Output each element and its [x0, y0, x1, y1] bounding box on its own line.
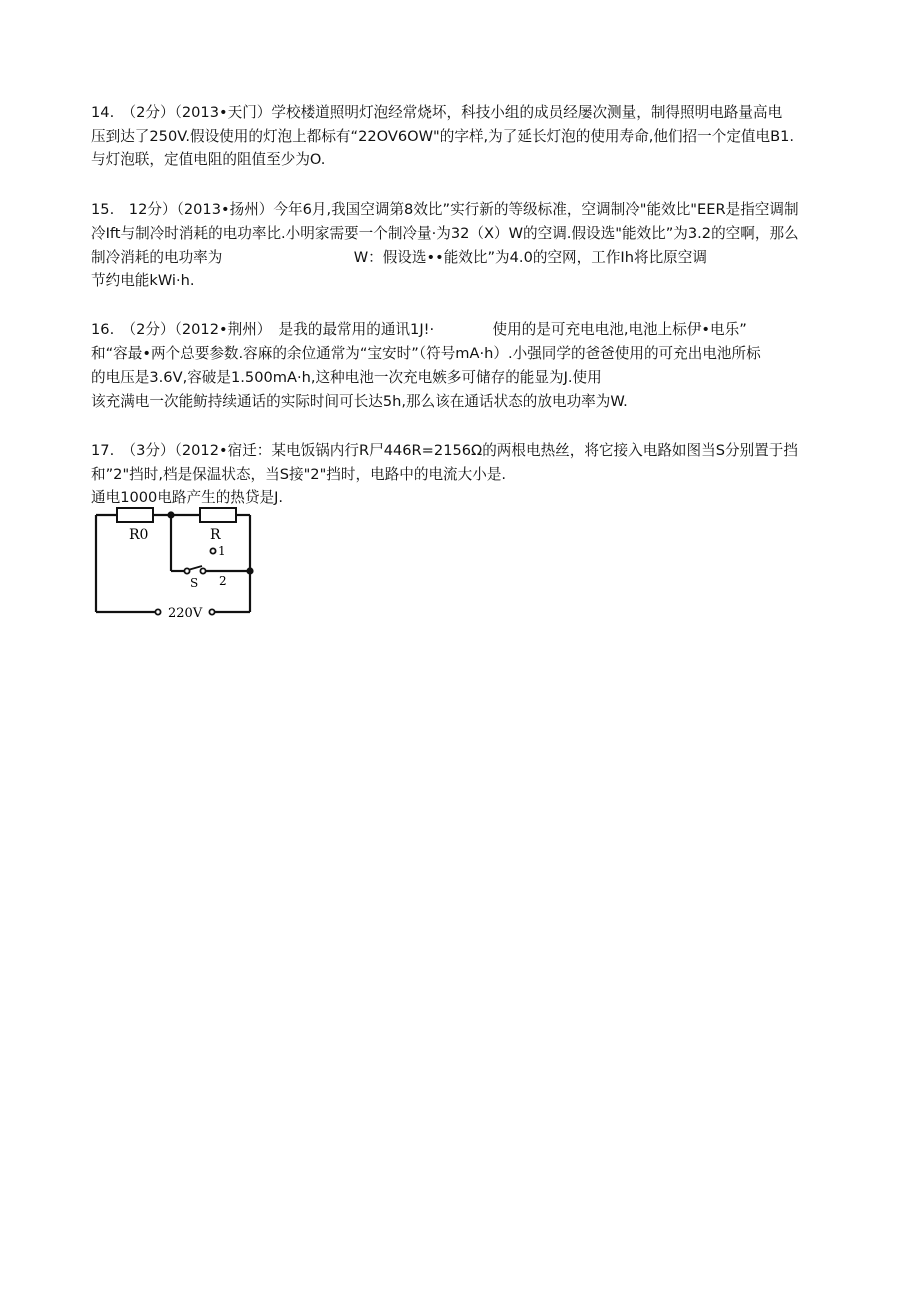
resistor-r0: [117, 508, 153, 522]
resistor-r: [200, 508, 236, 522]
q15-line-4: 节约电能kWi·h.: [91, 272, 195, 289]
label-r: R: [210, 527, 221, 543]
q15-line-1: 15. 12分）（2013•扬州）今年6月,我国空调第8效比”实行新的等级标准，空调制冷"能效比"EER是指空调制: [91, 201, 799, 218]
junction-dot-right: [246, 567, 253, 574]
q16-line-3: 的电压是3.6V,容破是1.500mA·h,这种电池一次充电嫉多可储存的能显为J.使用: [91, 369, 602, 386]
terminal-2: [200, 568, 205, 573]
circuit-diagram: [92, 505, 262, 620]
label-switch-s: S: [190, 576, 199, 590]
source-terminal-left: [155, 609, 160, 614]
label-terminal-1: 1: [218, 544, 226, 558]
q14-line-1: 14. （2分）（2013•天门）学校楼道照明灯泡经常烧坏，科技小组的成员经屡次测量，制得照明电路量高电: [91, 104, 783, 121]
label-terminal-2: 2: [219, 574, 227, 588]
q17-line-2: 和”2"挡时,档是保温状态，当S接"2"挡时，电路中的电流大小是.: [91, 466, 507, 483]
q16-line-2: 和“容最•两个总要参数.容麻的余位通常为“宝安时”（符号mA·h）.小强同学的爸爸使用的可充出电池所标: [91, 345, 761, 362]
q14-line-2: 压到达了250V.假设使用的灯泡上都标有“22OV6OW"的字样,为了延长灯泡的使用寿命,他们招一个定值电B1.: [91, 128, 795, 145]
terminal-1: [210, 548, 215, 553]
q15-line-3: 制冷消耗的电功率为 W：假设选••能效比”为4.0的空网，工作Ih将比原空调: [91, 249, 707, 266]
source-terminal-right: [209, 609, 214, 614]
q16-line-1: 16. （2分）（2012•荆州） 是我的最常用的通讯1J!· 使用的是可充电电池,电池上标伊•电乐”: [91, 321, 747, 338]
label-r0: R0: [129, 527, 149, 543]
label-220v: 220V: [168, 606, 203, 620]
switch-pivot: [184, 568, 189, 573]
q17-line-3: 通电1000电路产生的热贷是J.: [91, 489, 284, 506]
q16-line-4: 该充满电一次能鲂持续通话的实际时间可长达5h,那么该在通话状态的放电功率为W.: [91, 393, 628, 410]
q17-line-1: 17. （3分）（2012•宿迁：某电饭锅内行R尸446R=2156Ω的两根电热丝，将它接入电路如图当S分别置于挡: [91, 442, 798, 459]
junction-dot-top: [167, 511, 174, 518]
q15-line-2: 冷Ift与制冷时消耗的电功率比.小明家需要一个制冷量·为32（X）W的空调.假设选"能效比”为3.2的空啊，那么: [91, 225, 799, 242]
q14-line-3: 与灯泡联，定值电阻的阻值至少为O.: [91, 151, 326, 168]
